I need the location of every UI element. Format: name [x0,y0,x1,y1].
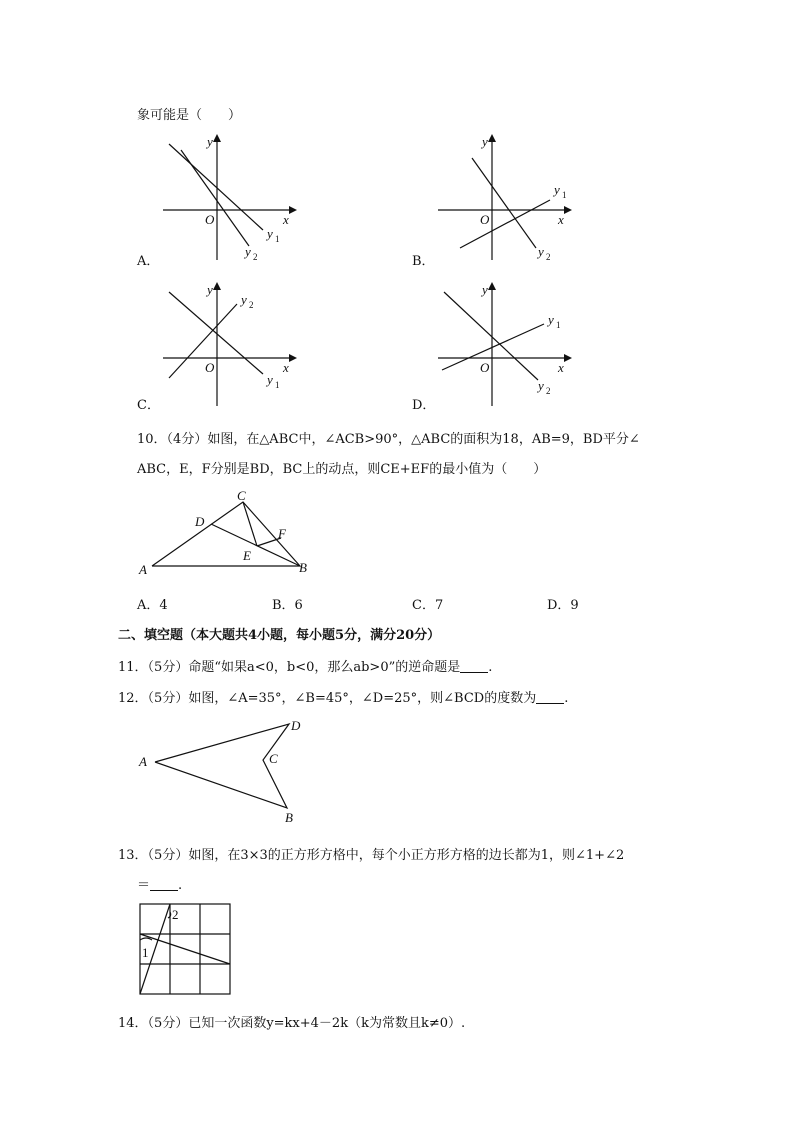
q10-option-b[interactable]: B．6 [272,598,303,613]
line-y2 [181,150,249,246]
q9-option-a[interactable]: A． [137,254,160,269]
q13-line1: 13．（5分）如图，在3×3的正方形方格中，每个小正方形方格的边长都为1，则∠1+∠2 [118,848,625,863]
q13-text: ＝ [137,878,151,893]
line-y1 [442,324,544,370]
angle-2-label: 2 [172,907,179,922]
q12-answer-blank[interactable] [536,691,564,704]
label-a: A [139,562,147,577]
y2-label: y [538,244,544,259]
y-label: y [207,134,213,149]
line-y1 [169,144,263,230]
line-y2 [444,292,538,380]
q9-option-d[interactable]: D． [412,398,436,413]
y2-subscript: 2 [546,386,551,396]
q13-grid-figure [138,902,234,998]
y-label: y [207,282,213,297]
y2-label: y [245,244,251,259]
label-c: C [237,488,246,503]
section-heading: 二、填空题（本大题共4小题，每小题5分，满分20分） [118,628,441,643]
origin-label: O [480,360,490,375]
x-label: x [283,360,289,375]
y2-subscript: 2 [249,300,254,310]
label-f: F [278,526,286,541]
angle-1-arc [140,938,152,940]
y1-subscript: 1 [562,190,567,200]
q10-line1: 10．（4分）如图，在△ABC中，∠ACB>90°，△ABC的面积为18，AB=9，BD平分∠ [137,432,640,447]
y-axis-arrow [488,282,496,290]
y-axis-arrow [213,282,221,290]
q9-option-b[interactable]: B． [412,254,435,269]
q11-answer-blank[interactable] [460,660,488,673]
label-d: D [195,514,205,529]
q13-answer-blank[interactable] [150,878,178,891]
y-axis-arrow [213,134,221,142]
q9-option-c[interactable]: C． [137,398,160,413]
label-e: E [243,548,251,563]
angle-1-label: 1 [142,945,149,960]
line-y2 [169,304,237,378]
y-label: y [482,282,488,297]
y1-label: y [267,372,273,387]
q12-figure [135,716,310,828]
q9-graph-a [155,130,305,265]
q10-option-d[interactable]: D．9 [547,598,579,613]
q14-line: 14．（5分）已知一次函数y=kx+4－2k（k为常数且k≠0）. [118,1016,466,1031]
x-label: x [558,360,564,375]
y1-label: y [548,312,554,327]
x-axis-arrow [564,354,572,362]
origin-label: O [205,360,215,375]
label-a: A [139,754,147,769]
q9-graph-b [430,130,580,265]
segment-ce [243,502,257,546]
y2-label: y [241,292,247,307]
q10-line2: ABC，E，F分别是BD，BC上的动点，则CE+EF的最小值为（ ） [137,462,547,477]
q10-option-a[interactable]: A．4 [137,598,168,613]
q9-graph-c [155,278,305,413]
x-axis-arrow [289,206,297,214]
y1-label: y [267,226,273,241]
q9-tail-text: 象可能是（ ） [137,108,242,123]
x-label: x [558,212,564,227]
x-label: x [283,212,289,227]
label-c: C [269,751,278,766]
q11-text: 11．（5分）命题“如果a<0，b<0，那么ab>0”的逆命题是 [118,660,461,675]
origin-label: O [480,212,490,227]
origin-label: O [205,212,215,227]
q11-line: 11．（5分）命题“如果a<0，b<0，那么ab>0”的逆命题是 . [118,660,493,675]
line-y1 [460,200,550,248]
diagonal-line-2 [140,934,230,964]
q10-option-c[interactable]: C．7 [412,598,444,613]
q13-line2: ＝ . [137,878,183,893]
y1-subscript: 1 [275,380,280,390]
q12-text: 12．（5分）如图，∠A=35°，∠B=45°，∠D=25°，则∠BCD的度数为 [118,691,537,706]
y2-subscript: 2 [253,252,258,262]
segment-bd [211,524,300,566]
y1-subscript: 1 [275,234,280,244]
label-b: B [299,560,307,575]
label-d: D [291,718,301,733]
y2-subscript: 2 [546,252,551,262]
quadrilateral-abcd [155,724,289,808]
x-axis-arrow [289,354,297,362]
y-axis-arrow [488,134,496,142]
q10-triangle-figure [135,486,320,581]
y2-label: y [538,378,544,393]
label-b: B [285,810,293,825]
line-y2 [472,158,536,248]
y1-subscript: 1 [556,320,561,330]
x-axis-arrow [564,206,572,214]
q9-graph-d [430,278,580,413]
y1-label: y [554,182,560,197]
q12-line: 12．（5分）如图，∠A=35°，∠B=45°，∠D=25°，则∠BCD的度数为 . [118,691,569,706]
y-label: y [482,134,488,149]
